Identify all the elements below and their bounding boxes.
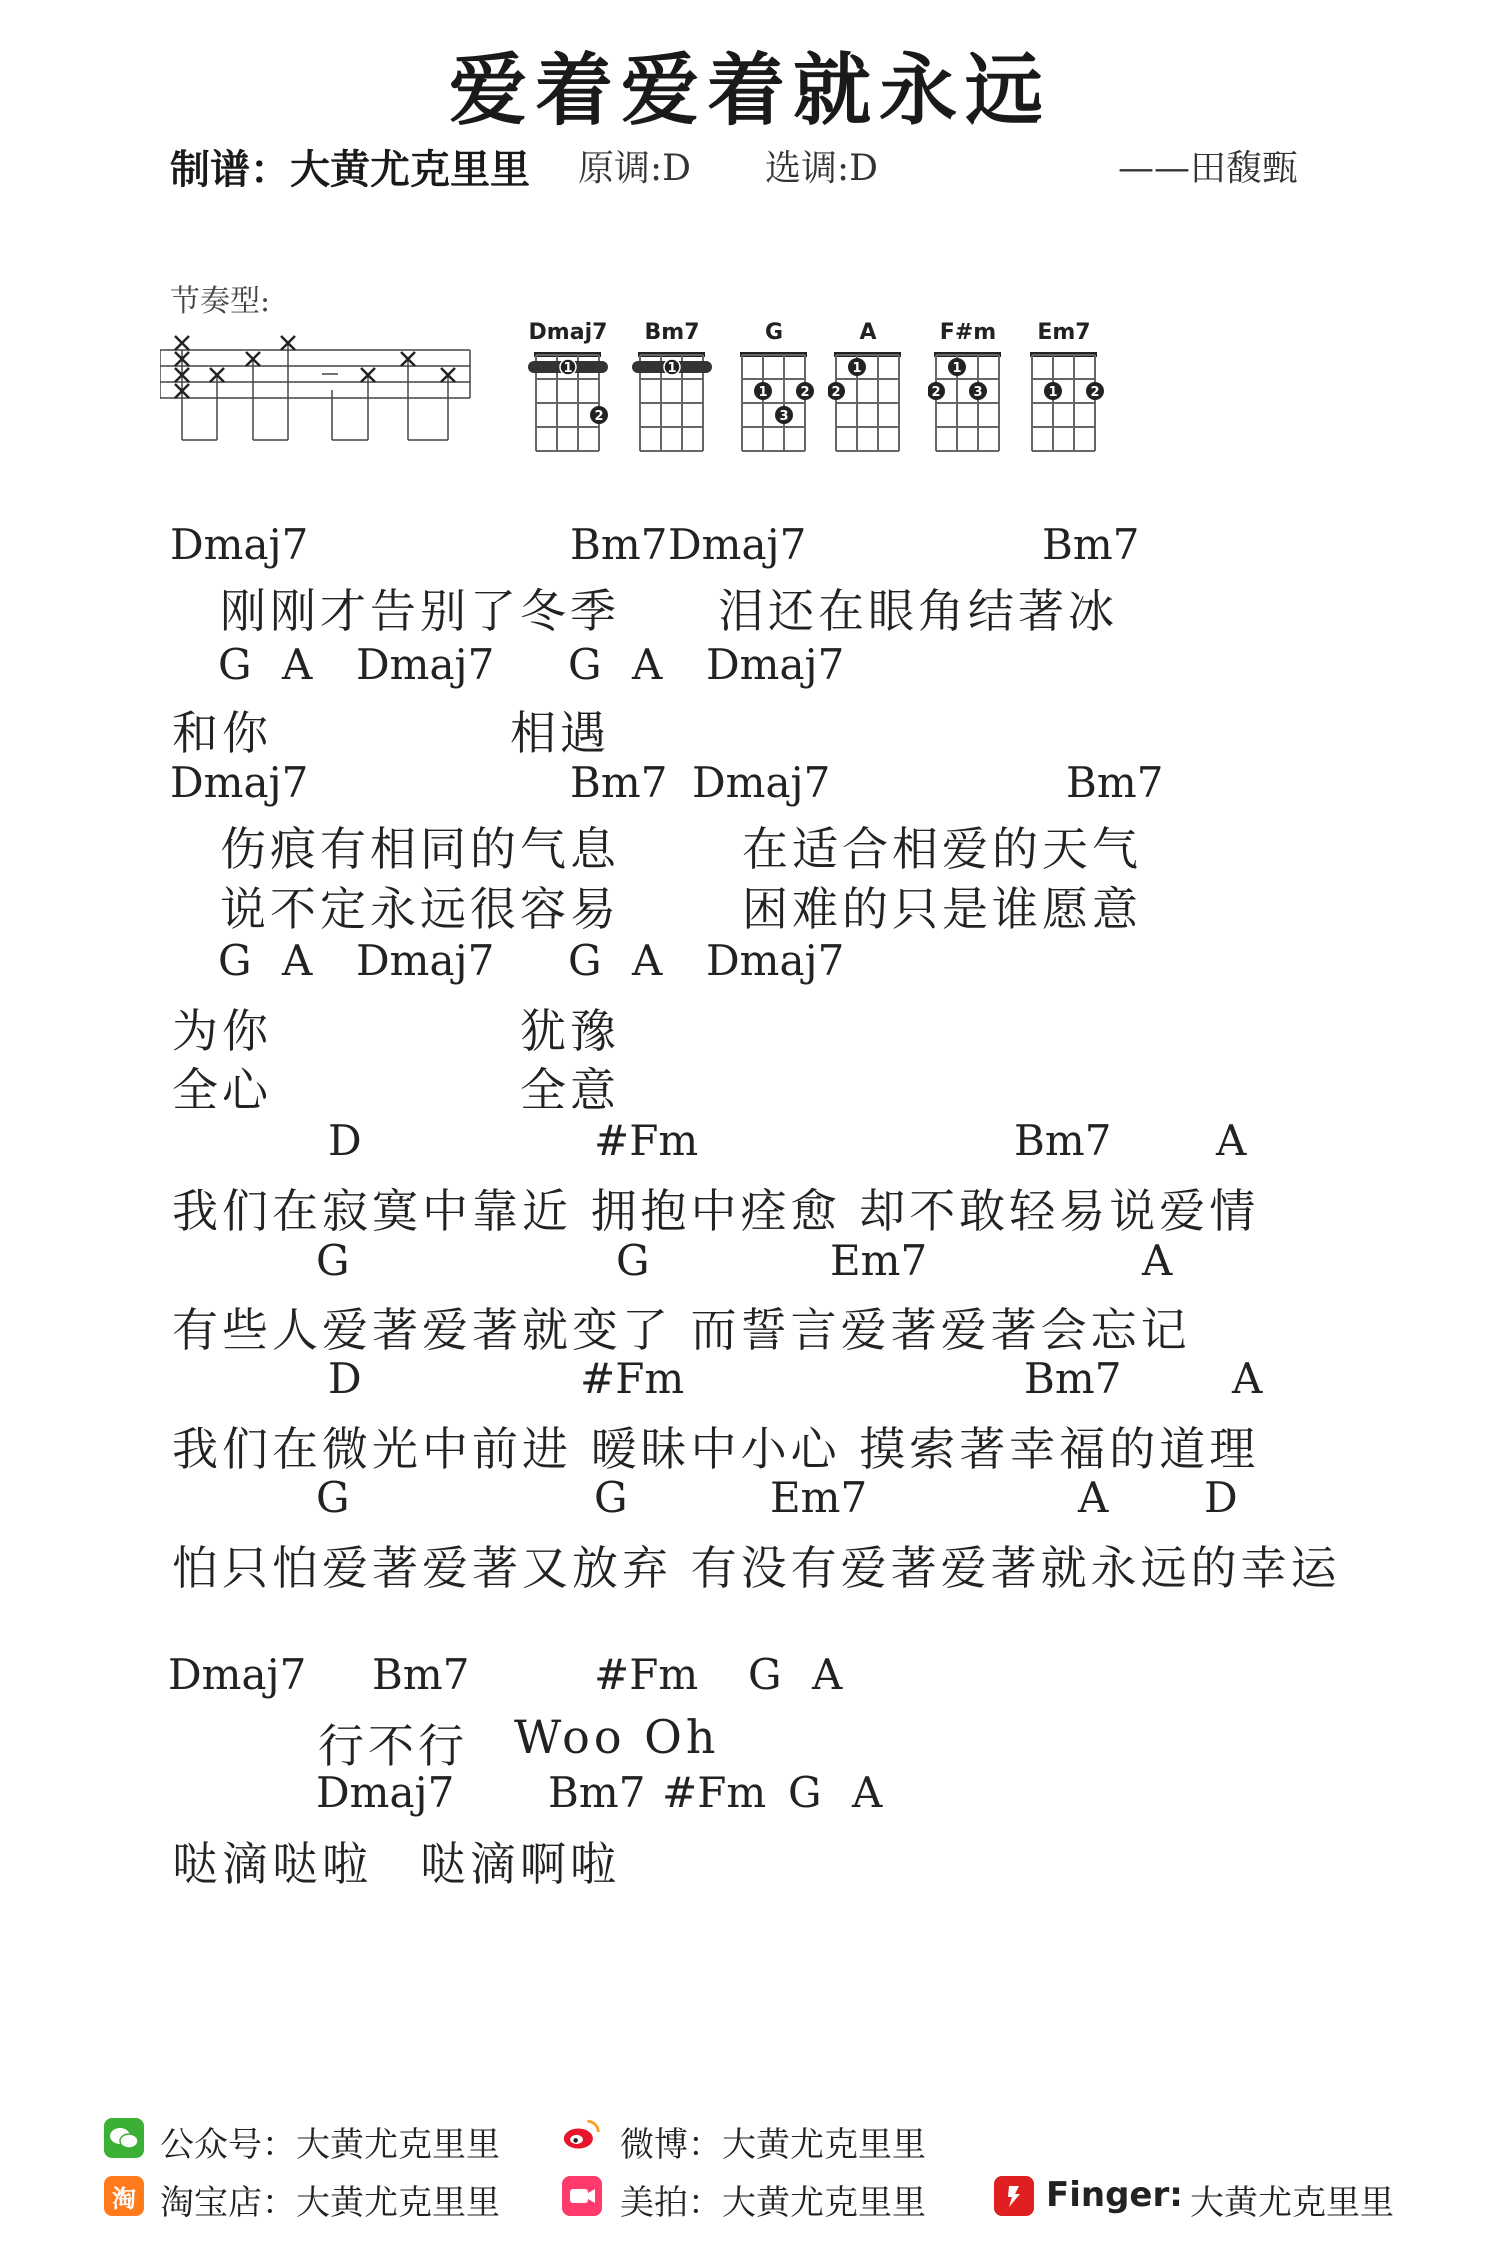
svg-text:3: 3 bbox=[779, 409, 789, 424]
chord-symbol: A bbox=[852, 1768, 883, 1817]
arranger-label: 制谱：大黄尤克里里 bbox=[170, 146, 530, 193]
original-key: 原调:D bbox=[578, 148, 691, 189]
svg-text:2: 2 bbox=[594, 409, 604, 424]
chord-fretboard bbox=[528, 349, 608, 459]
lyric-line: 伤痕有相同的气息 bbox=[220, 822, 620, 876]
lyric-line: 犹豫 bbox=[520, 1004, 620, 1058]
chord-symbol: Em7 bbox=[770, 1473, 868, 1522]
chord-chart-name: G bbox=[764, 320, 784, 345]
lyric-line: 我们在寂寞中靠近 拥抱中痊愈 却不敢轻易说爱情 bbox=[172, 1184, 1260, 1238]
chord-symbol: A bbox=[632, 640, 663, 689]
taobao-icon: 淘 bbox=[104, 2176, 144, 2216]
lyric-line: 说不定永远很容易 bbox=[220, 882, 620, 936]
lyric-line: 哒滴哒啦 bbox=[172, 1837, 372, 1891]
chord-symbol: G bbox=[594, 1473, 628, 1522]
chord-symbol: Dmaj7 bbox=[706, 640, 845, 689]
svg-text:1: 1 bbox=[852, 361, 862, 376]
chord-symbol: G bbox=[568, 936, 602, 985]
artist-name: ——田馥甄 bbox=[1118, 148, 1299, 189]
lyric-line: 和你 bbox=[172, 706, 272, 760]
chord-chart-name: A bbox=[859, 320, 877, 345]
lyric-line: 为你 bbox=[172, 1004, 272, 1058]
lyric-line: 全心 bbox=[172, 1063, 272, 1117]
chord-symbol: Dmaj7 bbox=[170, 758, 309, 807]
chord-symbol: Dmaj7 bbox=[170, 520, 309, 569]
lyric-line: 我们在微光中前进 暧昧中小心 摸索著幸福的道理 bbox=[172, 1422, 1260, 1476]
footer-finger-label: Finger: bbox=[1046, 2175, 1183, 2215]
svg-text:1: 1 bbox=[667, 361, 677, 376]
lyric-line: 在适合相爱的天气 bbox=[742, 822, 1142, 876]
chord-symbol: G bbox=[316, 1236, 350, 1285]
chord-fretboard bbox=[1024, 349, 1104, 459]
chord-chart-6 bbox=[1016, 320, 1112, 459]
chord-fretboard bbox=[632, 349, 712, 459]
svg-text:1: 1 bbox=[952, 361, 962, 376]
rhythm-label: 节奏型: bbox=[170, 284, 271, 319]
chord-symbol: D bbox=[328, 1116, 362, 1165]
svg-text:2: 2 bbox=[931, 385, 941, 400]
chord-symbol: Bm7 bbox=[1042, 520, 1140, 569]
svg-text:2: 2 bbox=[1090, 385, 1100, 400]
weibo-icon bbox=[562, 2114, 602, 2154]
chord-symbol: G bbox=[218, 936, 252, 985]
chord-symbol: #Fm bbox=[662, 1768, 767, 1817]
chord-symbol: Bm7 bbox=[570, 520, 668, 569]
svg-text:1: 1 bbox=[1048, 385, 1058, 400]
chord-symbol: Bm7 bbox=[1066, 758, 1164, 807]
chord-symbol: A bbox=[1232, 1354, 1263, 1403]
svg-text:2: 2 bbox=[800, 385, 810, 400]
chord-symbol: Dmaj7 bbox=[356, 640, 495, 689]
chord-chart-name: Em7 bbox=[1037, 320, 1091, 345]
chord-fretboard bbox=[734, 349, 814, 459]
chord-symbol: Dmaj7 bbox=[668, 520, 807, 569]
lyric-line: 哒滴啊啦 bbox=[420, 1837, 620, 1891]
chosen-key: 选调:D bbox=[765, 148, 878, 189]
lyric-line: 全意 bbox=[520, 1063, 620, 1117]
chord-symbol: Dmaj7 bbox=[706, 936, 845, 985]
chord-symbol: A bbox=[1078, 1473, 1109, 1522]
chord-fretboard bbox=[928, 349, 1008, 459]
chord-symbol: A bbox=[632, 936, 663, 985]
chord-symbol: Bm7 bbox=[1014, 1116, 1112, 1165]
chord-chart-5 bbox=[920, 320, 1016, 459]
chord-chart-4 bbox=[820, 320, 916, 459]
chord-symbol: D bbox=[328, 1354, 362, 1403]
chord-chart-1 bbox=[520, 320, 616, 459]
chord-chart-3 bbox=[726, 320, 822, 459]
chord-symbol: G bbox=[748, 1650, 782, 1699]
chord-symbol: G bbox=[788, 1768, 822, 1817]
chord-symbol: Bm7 bbox=[548, 1768, 646, 1817]
chord-symbol: A bbox=[1142, 1236, 1173, 1285]
chord-symbol: Dmaj7 bbox=[356, 936, 495, 985]
finger-app-icon bbox=[994, 2176, 1034, 2216]
lyric-line: 有些人爱著爱著就变了 而誓言爱著爱著会忘记 bbox=[172, 1303, 1191, 1357]
footer-taobao: 淘宝店：大黄尤克里里 bbox=[160, 2183, 500, 2223]
lyric-line: 困难的只是谁愿意 bbox=[742, 882, 1142, 936]
chord-symbol: #Fm bbox=[580, 1354, 685, 1403]
chord-symbol: Dmaj7 bbox=[168, 1650, 307, 1699]
chord-chart-name: F#m bbox=[939, 320, 997, 345]
lyric-line: 怕只怕爱著爱著又放弃 有没有爱著爱著就永远的幸运 bbox=[172, 1541, 1341, 1595]
page-title: 爱着爱着就永远 bbox=[448, 45, 1051, 136]
svg-text:2: 2 bbox=[831, 385, 841, 400]
chord-symbol: G bbox=[316, 1473, 350, 1522]
chord-symbol: Dmaj7 bbox=[692, 758, 831, 807]
footer-wechat: 公众号：大黄尤克里里 bbox=[160, 2125, 500, 2165]
chord-fretboard bbox=[828, 349, 908, 459]
chord-symbol: #Fm bbox=[594, 1650, 699, 1699]
lyric-line: Woo Oh bbox=[514, 1710, 720, 1764]
chord-symbol: A bbox=[282, 640, 313, 689]
rhythm-pattern-diagram bbox=[160, 330, 480, 450]
chord-symbol: Em7 bbox=[830, 1236, 928, 1285]
chord-chart-2 bbox=[624, 320, 720, 459]
chord-symbol: G bbox=[218, 640, 252, 689]
chord-symbol: A bbox=[282, 936, 313, 985]
meipai-icon bbox=[562, 2176, 602, 2216]
chord-symbol: Dmaj7 bbox=[316, 1768, 455, 1817]
footer-meipai: 美拍：大黄尤克里里 bbox=[620, 2183, 926, 2223]
svg-text:1: 1 bbox=[563, 361, 573, 376]
chord-symbol: G bbox=[568, 640, 602, 689]
svg-text:1: 1 bbox=[758, 385, 768, 400]
lyric-line: 刚刚才告别了冬季 bbox=[220, 584, 620, 638]
lyric-line: 泪还在眼角结著冰 bbox=[718, 584, 1118, 638]
footer-weibo: 微博：大黄尤克里里 bbox=[620, 2125, 926, 2165]
lyric-line: 相遇 bbox=[510, 706, 610, 760]
footer-finger-name: 大黄尤克里里 bbox=[1190, 2183, 1394, 2223]
lyric-line: 行不行 bbox=[318, 1719, 468, 1773]
svg-text:3: 3 bbox=[973, 385, 983, 400]
chord-chart-name: Bm7 bbox=[644, 320, 700, 345]
chord-chart-name: Dmaj7 bbox=[528, 320, 608, 345]
chord-symbol: D bbox=[1204, 1473, 1238, 1522]
chord-symbol: G bbox=[616, 1236, 650, 1285]
wechat-icon bbox=[104, 2118, 144, 2158]
chord-symbol: A bbox=[1216, 1116, 1247, 1165]
chord-symbol: Bm7 bbox=[570, 758, 668, 807]
chord-symbol: A bbox=[812, 1650, 843, 1699]
chord-symbol: Bm7 bbox=[372, 1650, 470, 1699]
chord-symbol: Bm7 bbox=[1024, 1354, 1122, 1403]
chord-symbol: #Fm bbox=[594, 1116, 699, 1165]
